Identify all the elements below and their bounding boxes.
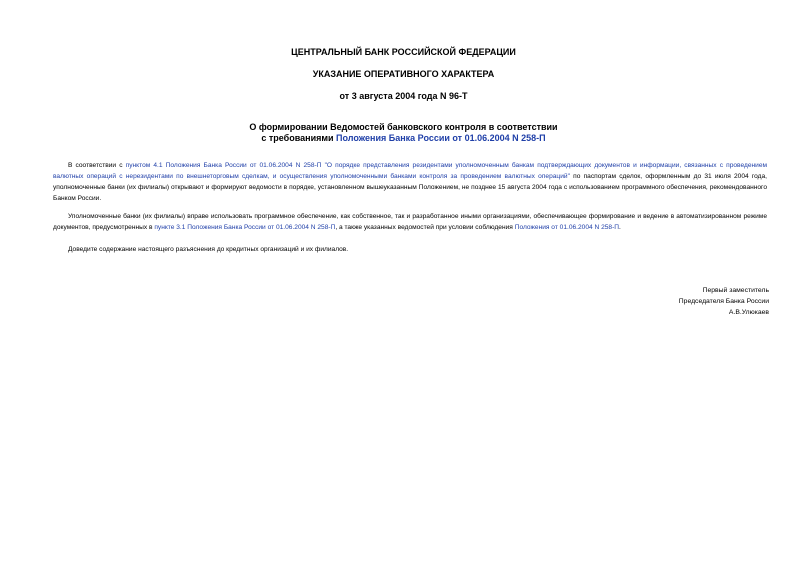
- paragraph-1-text-a: В соответствии с: [68, 162, 126, 169]
- paragraph-3: Доведите содержание настоящего разъяснения до кредитных организаций и их филиалов.: [68, 246, 349, 253]
- document-title-line2: [0, 132, 807, 144]
- paragraph-2-text-b: , а также указанных ведомостей при условии соблюдения: [335, 224, 515, 231]
- signature-organization: Председателя Банка России: [678, 298, 769, 305]
- title-regulation-link[interactable]: Положения Банка России от 01.06.2004 N 258-П: [336, 133, 546, 143]
- paragraph-1-text-b: по паспортам сделок, оформленным до 31 июля 2004 года, уполномоченные банки (их филиалы) открывают и формируют ведомости в порядке, установленном вышеуказанным Положением, не позднее 15 августа 2004 года с использованием программного обеспечения, рекомендованного Банком России.: [53, 173, 768, 202]
- paragraph-1: [53, 160, 767, 204]
- document-type-heading: УКАЗАНИЕ ОПЕРАТИВНОГО ХАРАКТЕРА: [312, 69, 495, 79]
- paragraph-2-text-a: Уполномоченные банки (их филиалы) вправе использовать программное обеспечение, как собственное, так и разработанное иными организациями, обеспечивающее формирование и ведение в автоматизированном режиме документов, предусмотренных в: [53, 213, 767, 231]
- paragraph-1-link[interactable]: пунктом 4.1 Положения Банка России от 01.06.2004 N 258-П "О порядке представления резидентами уполномоченным банкам подтверждающих документов и информации, связанных с проведением валютных операций с нерезидентами по внешнеторговым сделкам, и осуществления уполномоченными банками контроля за проведением валютных операций": [53, 162, 768, 180]
- paragraph-2: [53, 211, 767, 233]
- title-prefix: с требованиями: [261, 133, 337, 143]
- paragraph-2-link-1[interactable]: пункте 3.1 Положения Банка России от 01.06.2004 N 258-П: [154, 224, 336, 231]
- signature-position: Первый заместитель: [702, 287, 769, 294]
- issuer-heading: ЦЕНТРАЛЬНЫЙ БАНК РОССИЙСКОЙ ФЕДЕРАЦИИ: [291, 47, 516, 57]
- paragraph-2-link-2[interactable]: Положения от 01.06.2004 N 258-П: [514, 224, 620, 231]
- document-title-line1: О формировании Ведомостей банковского контроля в соответствии: [249, 122, 558, 132]
- document-date-number: от 3 августа 2004 года N 96-Т: [339, 91, 468, 101]
- signature-name: А.В.Улюкаев: [728, 309, 769, 316]
- paragraph-2-text-c: .: [619, 224, 621, 231]
